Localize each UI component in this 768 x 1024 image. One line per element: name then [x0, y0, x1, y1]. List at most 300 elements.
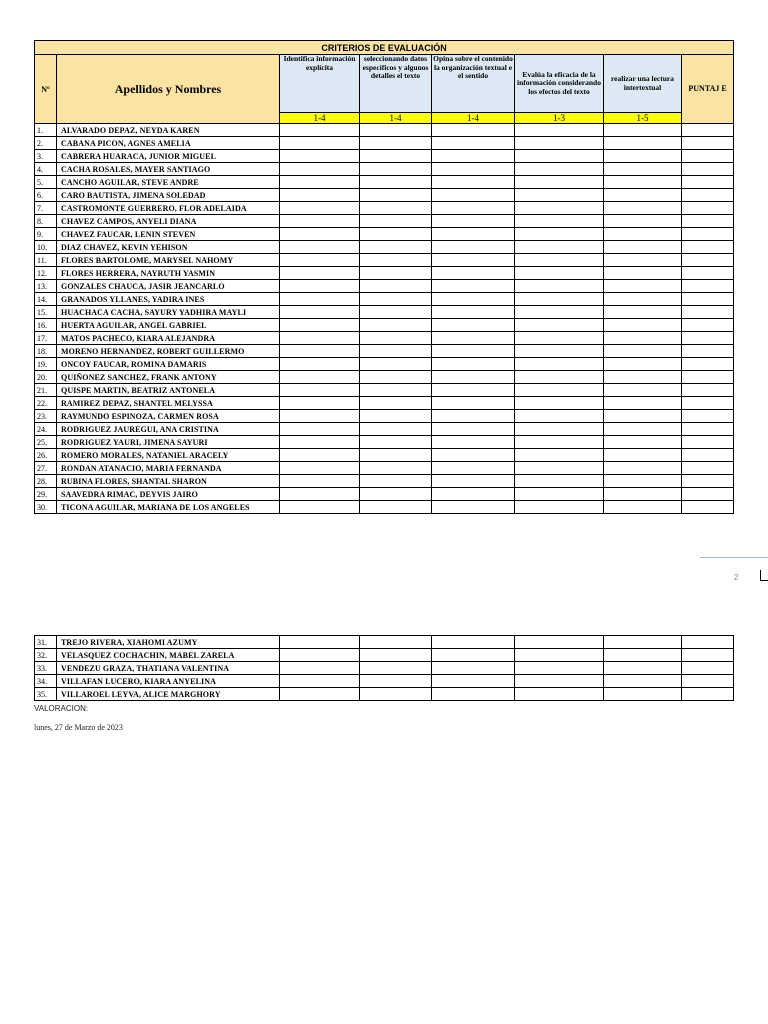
student-name: TICONA AGUILAR, MARIANA DE LOS ANGELES [57, 501, 280, 514]
criterion-3-score-cell[interactable] [432, 202, 515, 215]
total-score-cell[interactable] [682, 163, 734, 176]
criterion-3-score-cell[interactable] [432, 423, 515, 436]
row-number: 16. [35, 319, 57, 332]
criterion-1-score-cell[interactable] [280, 371, 360, 384]
criterion-1-score-cell[interactable] [280, 636, 360, 649]
valoracion-label: VALORACION: [34, 704, 89, 713]
criterion-2-score-cell[interactable] [360, 649, 432, 662]
criterion-5-score-cell[interactable] [604, 475, 682, 488]
criterion-1-header: Identifica información explícita [280, 55, 360, 113]
student-name: GONZALES CHAUCA, JASIR JEANCARLO [57, 280, 280, 293]
total-score-cell[interactable] [682, 688, 734, 701]
criterion-4-score-cell[interactable] [515, 306, 604, 319]
criterion-1-score-cell[interactable] [280, 345, 360, 358]
total-score-cell[interactable] [682, 137, 734, 150]
criterion-1-score-cell[interactable] [280, 397, 360, 410]
criterion-4-score-cell[interactable] [515, 150, 604, 163]
table-row [35, 384, 734, 397]
row-number: 34. [35, 675, 57, 688]
criterion-2-score-cell[interactable] [360, 371, 432, 384]
criterion-1-score-cell[interactable] [280, 241, 360, 254]
criterion-3-score-cell[interactable] [432, 688, 515, 701]
table-row [35, 410, 734, 423]
name-column-header: Apellidos y Nombres [57, 55, 280, 124]
total-score-cell[interactable] [682, 228, 734, 241]
row-number: 29. [35, 488, 57, 501]
criterion-5-score-cell[interactable] [604, 449, 682, 462]
total-score-cell[interactable] [682, 215, 734, 228]
criterion-4-score-cell[interactable] [515, 475, 604, 488]
student-name: RUBINA FLORES, SHANTAL SHARON [57, 475, 280, 488]
criterion-5-score-cell[interactable] [604, 215, 682, 228]
total-score-cell[interactable] [682, 189, 734, 202]
criterion-5-score-cell[interactable] [604, 384, 682, 397]
student-name: TREJO RIVERA, XIAHOMI AZUMY [57, 636, 280, 649]
total-score-cell[interactable] [682, 358, 734, 371]
row-number: 9. [35, 228, 57, 241]
student-name: CABANA PICON, AGNES AMELIA [57, 137, 280, 150]
criterion-3-score-cell[interactable] [432, 462, 515, 475]
criterion-5-score-cell[interactable] [604, 636, 682, 649]
student-name: MATOS PACHECO, KIARA ALEJANDRA [57, 332, 280, 345]
total-score-cell[interactable] [682, 371, 734, 384]
student-name: DIAZ CHAVEZ, KEVIN YEHISON [57, 241, 280, 254]
total-score-cell[interactable] [682, 241, 734, 254]
criterion-4-score-cell[interactable] [515, 397, 604, 410]
criterion-2-score-cell[interactable] [360, 241, 432, 254]
criterion-1-score-cell[interactable] [280, 293, 360, 306]
criterion-3-score-cell[interactable] [432, 124, 515, 137]
table-row [35, 488, 734, 501]
criterion-5-score-cell[interactable] [604, 488, 682, 501]
criterion-1-score-cell[interactable] [280, 436, 360, 449]
criterion-1-score-cell[interactable] [280, 462, 360, 475]
criterion-3-score-cell[interactable] [432, 675, 515, 688]
criterion-5-score-cell[interactable] [604, 306, 682, 319]
table-row [35, 150, 734, 163]
total-score-cell[interactable] [682, 384, 734, 397]
table-row [35, 462, 734, 475]
criterion-1-score-cell[interactable] [280, 332, 360, 345]
criterion-2-score-cell[interactable] [360, 384, 432, 397]
criterion-5-score-cell[interactable] [604, 319, 682, 332]
criterion-2-score-cell[interactable] [360, 397, 432, 410]
criterion-2-score-cell[interactable] [360, 688, 432, 701]
table-row [35, 475, 734, 488]
student-name: VILLAFAN LUCERO, KIARA ANYELINA [57, 675, 280, 688]
criterion-1-score-cell[interactable] [280, 488, 360, 501]
criteria-title: CRITERIOS DE EVALUACIÓN [35, 41, 734, 55]
criterion-4-score-cell[interactable] [515, 254, 604, 267]
row-number: 2. [35, 137, 57, 150]
criterion-4-score-cell[interactable] [515, 449, 604, 462]
criterion-1-score-cell[interactable] [280, 358, 360, 371]
criterion-2-score-cell[interactable] [360, 124, 432, 137]
criterion-2-score-cell[interactable] [360, 163, 432, 176]
criterion-1-score-cell[interactable] [280, 163, 360, 176]
table-row [35, 267, 734, 280]
criterion-5-score-cell[interactable] [604, 345, 682, 358]
criterion-3-score-cell[interactable] [432, 662, 515, 675]
criterion-1-score-cell[interactable] [280, 124, 360, 137]
criterion-1-score-cell[interactable] [280, 501, 360, 514]
criterion-3-score-cell[interactable] [432, 254, 515, 267]
total-score-cell[interactable] [682, 475, 734, 488]
date-text: lunes, 27 de Marzo de 2023 [34, 723, 123, 732]
criterion-3-score-cell[interactable] [432, 137, 515, 150]
criterion-5-score-cell[interactable] [604, 137, 682, 150]
criterion-4-score-cell[interactable] [515, 662, 604, 675]
row-number: 17. [35, 332, 57, 345]
criterion-3-score-cell[interactable] [432, 228, 515, 241]
total-score-cell[interactable] [682, 397, 734, 410]
row-number: 3. [35, 150, 57, 163]
criterion-5-score-cell[interactable] [604, 371, 682, 384]
page-divider-line [700, 557, 768, 558]
student-name: RAYMUNDO ESPINOZA, CARMEN ROSA [57, 410, 280, 423]
criterion-1-score-cell[interactable] [280, 189, 360, 202]
total-score-cell[interactable] [682, 449, 734, 462]
row-number: 19. [35, 358, 57, 371]
criterion-3-score-cell[interactable] [432, 436, 515, 449]
criterion-1-score-cell[interactable] [280, 449, 360, 462]
criterion-4-score-cell[interactable] [515, 488, 604, 501]
table-row [35, 202, 734, 215]
criterion-5-score-cell[interactable] [604, 241, 682, 254]
criterion-3-score-cell[interactable] [432, 397, 515, 410]
criterion-5-score-cell[interactable] [604, 150, 682, 163]
criterion-5-score-cell[interactable] [604, 332, 682, 345]
criterion-4-score-cell[interactable] [515, 241, 604, 254]
table-row [35, 358, 734, 371]
criterion-5-score-cell[interactable] [604, 358, 682, 371]
criterion-3-score-cell[interactable] [432, 163, 515, 176]
criterion-2-score-cell[interactable] [360, 449, 432, 462]
criterion-2-score-cell[interactable] [360, 293, 432, 306]
criterion-2-score-cell[interactable] [360, 436, 432, 449]
criterion-1-score-cell[interactable] [280, 176, 360, 189]
criterion-1-score-cell[interactable] [280, 280, 360, 293]
criterion-5-score-cell[interactable] [604, 254, 682, 267]
row-number: 26. [35, 449, 57, 462]
student-name: CHAVEZ FAUCAR, LENIN STEVEN [57, 228, 280, 241]
student-name: QUISPE MARTIN, BEATRIZ ANTONELA [57, 384, 280, 397]
student-name: ONCOY FAUCAR, ROMINA DAMARIS [57, 358, 280, 371]
table-row [35, 345, 734, 358]
criterion-1-score-cell[interactable] [280, 306, 360, 319]
total-score-cell[interactable] [682, 306, 734, 319]
criterion-1-score-cell[interactable] [280, 228, 360, 241]
criterion-2-score-cell[interactable] [360, 462, 432, 475]
criterion-3-score-cell[interactable] [432, 475, 515, 488]
criterion-4-score-cell[interactable] [515, 358, 604, 371]
criterion-2-score-cell[interactable] [360, 215, 432, 228]
criterion-3-score-cell[interactable] [432, 410, 515, 423]
row-number: 1. [35, 124, 57, 137]
criterion-4-score-cell[interactable] [515, 124, 604, 137]
total-score-cell[interactable] [682, 267, 734, 280]
student-name: RAMIREZ DEPAZ, SHANTEL MELYSSA [57, 397, 280, 410]
criterion-2-score-cell[interactable] [360, 345, 432, 358]
row-number: 22. [35, 397, 57, 410]
criterion-3-score-cell[interactable] [432, 293, 515, 306]
criterion-4-score-cell[interactable] [515, 267, 604, 280]
criterion-3-score-cell[interactable] [432, 176, 515, 189]
table-row [35, 189, 734, 202]
criterion-4-score-cell[interactable] [515, 163, 604, 176]
criterion-4-score-cell[interactable] [515, 280, 604, 293]
criterion-4-header: Evalúa la eficacia de la información considerando los efectos del texto [515, 55, 604, 113]
table-row [35, 124, 734, 137]
criterion-5-score-cell[interactable] [604, 688, 682, 701]
criterion-1-score-cell[interactable] [280, 649, 360, 662]
criterion-1-score-cell[interactable] [280, 475, 360, 488]
criterion-2-score-cell[interactable] [360, 636, 432, 649]
student-name: CARO BAUTISTA, JIMENA SOLEDAD [57, 189, 280, 202]
criterion-4-score-cell[interactable] [515, 176, 604, 189]
student-name: RONDAN ATANACIO, MARIA FERNANDA [57, 462, 280, 475]
criterion-5-score-cell[interactable] [604, 662, 682, 675]
criterion-5-score-cell[interactable] [604, 462, 682, 475]
table-row [35, 688, 734, 701]
criterion-1-score-cell[interactable] [280, 662, 360, 675]
criterion-5-score-cell[interactable] [604, 501, 682, 514]
total-score-cell[interactable] [682, 410, 734, 423]
criterion-4-score-cell[interactable] [515, 675, 604, 688]
row-number: 11. [35, 254, 57, 267]
total-score-cell[interactable] [682, 675, 734, 688]
criterion-3-score-cell[interactable] [432, 384, 515, 397]
criterion-2-score-cell[interactable] [360, 202, 432, 215]
row-number: 6. [35, 189, 57, 202]
criterion-5-score-cell[interactable] [604, 228, 682, 241]
row-number: 13. [35, 280, 57, 293]
student-rows-page-2 [35, 636, 734, 701]
criterion-1-score-cell[interactable] [280, 410, 360, 423]
criterion-3-score-cell[interactable] [432, 371, 515, 384]
criterion-3-score-cell[interactable] [432, 150, 515, 163]
criterion-2-score-cell[interactable] [360, 228, 432, 241]
student-name: GRANADOS YLLANES, YADIRA INES [57, 293, 280, 306]
criterion-3-score-cell[interactable] [432, 319, 515, 332]
student-name: MORENO HERNANDEZ, ROBERT GUILLERMO [57, 345, 280, 358]
criterion-2-score-cell[interactable] [360, 319, 432, 332]
total-score-cell[interactable] [682, 462, 734, 475]
criterion-3-score-cell[interactable] [432, 636, 515, 649]
table-row [35, 371, 734, 384]
table-row [35, 215, 734, 228]
student-name: CACHA ROSALES, MAYER SANTIAGO [57, 163, 280, 176]
row-number: 7. [35, 202, 57, 215]
criterion-2-score-cell[interactable] [360, 176, 432, 189]
row-number: 27. [35, 462, 57, 475]
criterion-3-score-cell[interactable] [432, 215, 515, 228]
total-score-cell[interactable] [682, 501, 734, 514]
criterion-1-range: 1-4 [280, 113, 360, 124]
criterion-2-score-cell[interactable] [360, 488, 432, 501]
table-row [35, 332, 734, 345]
criterion-1-score-cell[interactable] [280, 675, 360, 688]
criterion-2-score-cell[interactable] [360, 150, 432, 163]
criterion-4-score-cell[interactable] [515, 423, 604, 436]
table-row [35, 228, 734, 241]
total-score-cell[interactable] [682, 345, 734, 358]
criterion-1-score-cell[interactable] [280, 267, 360, 280]
criterion-2-score-cell[interactable] [360, 675, 432, 688]
criterion-5-score-cell[interactable] [604, 436, 682, 449]
criterion-2-score-cell[interactable] [360, 137, 432, 150]
criterion-4-score-cell[interactable] [515, 462, 604, 475]
table-row [35, 449, 734, 462]
criterion-2-score-cell[interactable] [360, 475, 432, 488]
criterion-4-score-cell[interactable] [515, 189, 604, 202]
total-score-cell[interactable] [682, 436, 734, 449]
criterion-3-score-cell[interactable] [432, 332, 515, 345]
criterion-3-range: 1-4 [432, 113, 515, 124]
table-row [35, 423, 734, 436]
table-row [35, 163, 734, 176]
row-number: 32. [35, 649, 57, 662]
criterion-4-score-cell[interactable] [515, 332, 604, 345]
criterion-5-score-cell[interactable] [604, 410, 682, 423]
row-number: 31. [35, 636, 57, 649]
criterion-5-score-cell[interactable] [604, 649, 682, 662]
table-row [35, 176, 734, 189]
total-score-cell[interactable] [682, 293, 734, 306]
criterion-1-score-cell[interactable] [280, 688, 360, 701]
criterion-4-score-cell[interactable] [515, 501, 604, 514]
total-score-cell[interactable] [682, 202, 734, 215]
criterion-3-score-cell[interactable] [432, 649, 515, 662]
criterion-3-score-cell[interactable] [432, 306, 515, 319]
criterion-5-score-cell[interactable] [604, 176, 682, 189]
criterion-1-score-cell[interactable] [280, 319, 360, 332]
criterion-2-range: 1-4 [360, 113, 432, 124]
criterion-2-score-cell[interactable] [360, 410, 432, 423]
criterion-3-score-cell[interactable] [432, 449, 515, 462]
student-name: RODRIGUEZ YAURI, JIMENA SAYURI [57, 436, 280, 449]
table-row [35, 501, 734, 514]
criterion-5-score-cell[interactable] [604, 267, 682, 280]
criterion-2-score-cell[interactable] [360, 332, 432, 345]
total-score-cell[interactable] [682, 636, 734, 649]
criterion-4-score-cell[interactable] [515, 436, 604, 449]
total-score-cell[interactable] [682, 176, 734, 189]
student-name: HUERTA AGUILAR, ANGEL GABRIEL [57, 319, 280, 332]
student-name: CASTROMONTE GUERRERO, FLOR ADELAIDA [57, 202, 280, 215]
row-number: 30. [35, 501, 57, 514]
table-row [35, 137, 734, 150]
criterion-3-score-cell[interactable] [432, 501, 515, 514]
criterion-1-score-cell[interactable] [280, 215, 360, 228]
criterion-3-score-cell[interactable] [432, 267, 515, 280]
total-score-cell[interactable] [682, 488, 734, 501]
evaluation-table-continued [34, 635, 734, 701]
criterion-2-score-cell[interactable] [360, 501, 432, 514]
row-number: 12. [35, 267, 57, 280]
criterion-4-score-cell[interactable] [515, 202, 604, 215]
row-number: 24. [35, 423, 57, 436]
criterion-1-score-cell[interactable] [280, 254, 360, 267]
criterion-1-score-cell[interactable] [280, 202, 360, 215]
criterion-1-score-cell[interactable] [280, 137, 360, 150]
criterion-2-score-cell[interactable] [360, 358, 432, 371]
row-number: 21. [35, 384, 57, 397]
total-score-cell[interactable] [682, 280, 734, 293]
table-row [35, 675, 734, 688]
criterion-2-score-cell[interactable] [360, 267, 432, 280]
student-name: RODRIGUEZ JAUREGUI, ANA CRISTINA [57, 423, 280, 436]
criterion-5-score-cell[interactable] [604, 675, 682, 688]
criterion-2-score-cell[interactable] [360, 254, 432, 267]
criterion-4-score-cell[interactable] [515, 384, 604, 397]
criterion-2-score-cell[interactable] [360, 306, 432, 319]
student-name: QUIÑONEZ SANCHEZ, FRANK ANTONY [57, 371, 280, 384]
criterion-2-score-cell[interactable] [360, 189, 432, 202]
criterion-2-score-cell[interactable] [360, 662, 432, 675]
row-number: 35. [35, 688, 57, 701]
criterion-4-score-cell[interactable] [515, 649, 604, 662]
criterion-3-score-cell[interactable] [432, 280, 515, 293]
student-name: VELASQUEZ COCHACHIN, MABEL ZARELA [57, 649, 280, 662]
total-score-cell[interactable] [682, 423, 734, 436]
total-score-cell[interactable] [682, 662, 734, 675]
criterion-1-score-cell[interactable] [280, 150, 360, 163]
criterion-1-score-cell[interactable] [280, 423, 360, 436]
student-name: ALVARADO DEPAZ, NEYDA KAREN [57, 124, 280, 137]
criterion-4-score-cell[interactable] [515, 688, 604, 701]
criterion-4-score-cell[interactable] [515, 636, 604, 649]
page-corner-mark [760, 570, 768, 581]
criterion-4-score-cell[interactable] [515, 137, 604, 150]
table-row [35, 254, 734, 267]
student-name: CHAVEZ CAMPOS, ANYELI DIANA [57, 215, 280, 228]
criterion-5-score-cell[interactable] [604, 280, 682, 293]
criterion-3-score-cell[interactable] [432, 358, 515, 371]
criterion-4-score-cell[interactable] [515, 410, 604, 423]
criterion-4-score-cell[interactable] [515, 293, 604, 306]
criterion-3-score-cell[interactable] [432, 345, 515, 358]
row-number: 23. [35, 410, 57, 423]
number-column-header: Nº [35, 55, 57, 124]
criterion-4-score-cell[interactable] [515, 345, 604, 358]
criterion-5-score-cell[interactable] [604, 423, 682, 436]
criterion-5-score-cell[interactable] [604, 397, 682, 410]
criterion-4-score-cell[interactable] [515, 371, 604, 384]
total-score-cell[interactable] [682, 254, 734, 267]
criterion-4-score-cell[interactable] [515, 228, 604, 241]
criterion-4-score-cell[interactable] [515, 215, 604, 228]
criterion-5-score-cell[interactable] [604, 163, 682, 176]
criterion-1-score-cell[interactable] [280, 384, 360, 397]
criterion-3-score-cell[interactable] [432, 488, 515, 501]
criterion-3-score-cell[interactable] [432, 189, 515, 202]
criterion-2-score-cell[interactable] [360, 423, 432, 436]
criterion-3-score-cell[interactable] [432, 241, 515, 254]
total-score-cell[interactable] [682, 332, 734, 345]
criterion-5-score-cell[interactable] [604, 124, 682, 137]
total-score-cell[interactable] [682, 319, 734, 332]
criterion-5-score-cell[interactable] [604, 189, 682, 202]
criterion-5-score-cell[interactable] [604, 293, 682, 306]
total-score-cell[interactable] [682, 649, 734, 662]
total-score-cell[interactable] [682, 150, 734, 163]
student-name: FLORES BARTOLOME, MARYSEL NAHOMY [57, 254, 280, 267]
criterion-2-score-cell[interactable] [360, 280, 432, 293]
criterion-4-score-cell[interactable] [515, 319, 604, 332]
criterion-5-score-cell[interactable] [604, 202, 682, 215]
total-score-cell[interactable] [682, 124, 734, 137]
